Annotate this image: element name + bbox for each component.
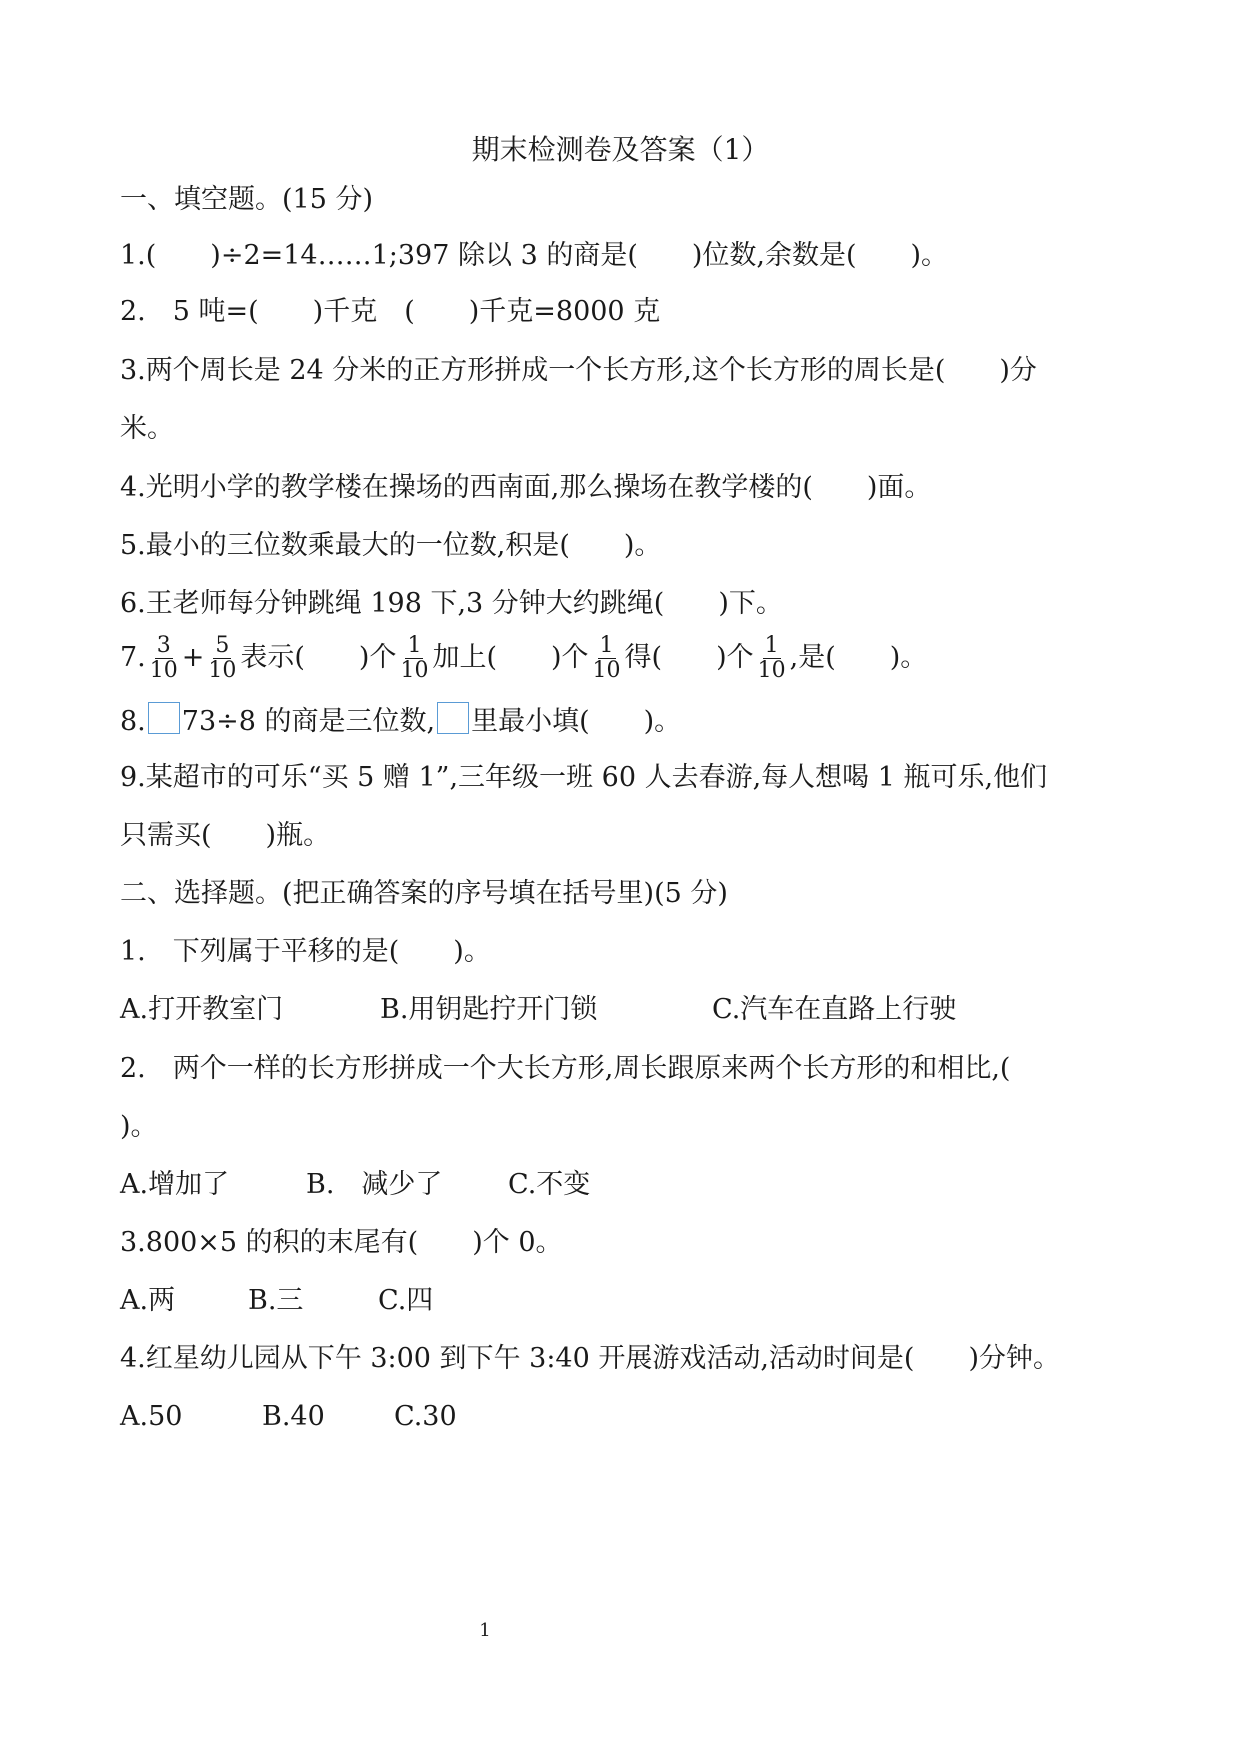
s2-question-2-line2: )。 [120, 1111, 158, 1142]
page-number: 1 [479, 1620, 491, 1641]
option-c: C.汽车在直路上行驶 [712, 994, 957, 1025]
option-c: C.四 [378, 1285, 434, 1316]
q7-text-1: 表示( )个 [240, 642, 397, 673]
s2-question-3: 3.800×5 的积的末尾有( )个 0。 [120, 1227, 563, 1258]
s2-question-2-line1: 2. 两个一样的长方形拼成一个大长方形,周长跟原来两个长方形的和相比,( [120, 1053, 1011, 1084]
page-title: 期末检测卷及答案（1） [471, 133, 770, 166]
option-a: A.打开教室门 [120, 994, 284, 1025]
s1-question-5: 5.最小的三位数乘最大的一位数,积是( )。 [120, 530, 662, 561]
s1-question-1: 1.( )÷2=14……1;397 除以 3 的商是( )位数,余数是( )。 [120, 240, 949, 271]
q7-text-3: 得( )个 [624, 642, 754, 673]
s1-question-6: 6.王老师每分钟跳绳 198 下,3 分钟大约跳绳( )下。 [120, 588, 783, 619]
s1-question-3-line1: 3.两个周长是 24 分米的正方形拼成一个长方形,这个长方形的周长是( )分 [120, 355, 1037, 386]
s2-question-3-options [120, 1283, 1130, 1319]
s1-question-3-line2: 米。 [120, 413, 174, 444]
option-b: B. 减少了 [306, 1169, 443, 1200]
fraction-1-10-c: $\frac{1}{10}$ [757, 632, 786, 683]
section1-heading: 一、填空题。(15 分) [120, 184, 374, 215]
option-b: B.用钥匙拧开门锁 [380, 994, 598, 1025]
option-c: C.30 [394, 1401, 457, 1432]
q7-text-4: ,是( )。 [789, 642, 928, 673]
option-b: B.40 [262, 1401, 325, 1432]
q8-text-1: 73÷8 的商是三位数, [181, 706, 436, 737]
plus-sign: + [181, 642, 205, 673]
s2-question-4: 4.红星幼儿园从下午 3:00 到下午 3:40 开展游戏活动,活动时间是( )分钟。 [120, 1343, 1061, 1374]
s2-question-1: 1. 下列属于平移的是( )。 [120, 936, 491, 967]
s2-question-2-options [120, 1167, 1130, 1203]
fraction-5-10: $\frac{5}{10}$ [208, 632, 237, 683]
q8-text-2: 里最小填( )。 [471, 706, 682, 737]
s1-question-7 [120, 630, 1130, 686]
fraction-1-10-b: $\frac{1}{10}$ [592, 632, 621, 683]
fraction-3-10: $\frac{3}{10}$ [149, 632, 178, 683]
s1-question-8 [120, 702, 1130, 740]
s1-question-2: 2. 5 吨=( )千克 ( )千克=8000 克 [120, 296, 661, 327]
s2-question-4-options [120, 1399, 1130, 1435]
s1-question-9-line2: 只需买( )瓶。 [120, 820, 331, 851]
fraction-1-10-a: $\frac{1}{10}$ [400, 632, 429, 683]
option-a: A.50 [120, 1401, 183, 1432]
section2-heading: 二、选择题。(把正确答案的序号填在括号里)(5 分) [120, 878, 728, 909]
s1-question-9-line1: 9.某超市的可乐“买 5 赠 1”,三年级一班 60 人去春游,每人想喝 1 瓶可乐,他们 [120, 762, 1048, 793]
option-c: C.不变 [508, 1169, 591, 1200]
s1-question-4: 4.光明小学的教学楼在操场的西南面,那么操场在教学楼的( )面。 [120, 472, 932, 503]
blank-box [437, 702, 469, 734]
option-a: A.增加了 [120, 1169, 230, 1200]
q7-text-2: 加上( )个 [432, 642, 589, 673]
option-a: A.两 [120, 1285, 176, 1316]
s2-question-1-options [120, 992, 1130, 1028]
blank-box [148, 702, 180, 734]
q7-prefix: 7. [120, 642, 146, 673]
option-b: B.三 [248, 1285, 304, 1316]
q8-prefix: 8. [120, 706, 146, 737]
